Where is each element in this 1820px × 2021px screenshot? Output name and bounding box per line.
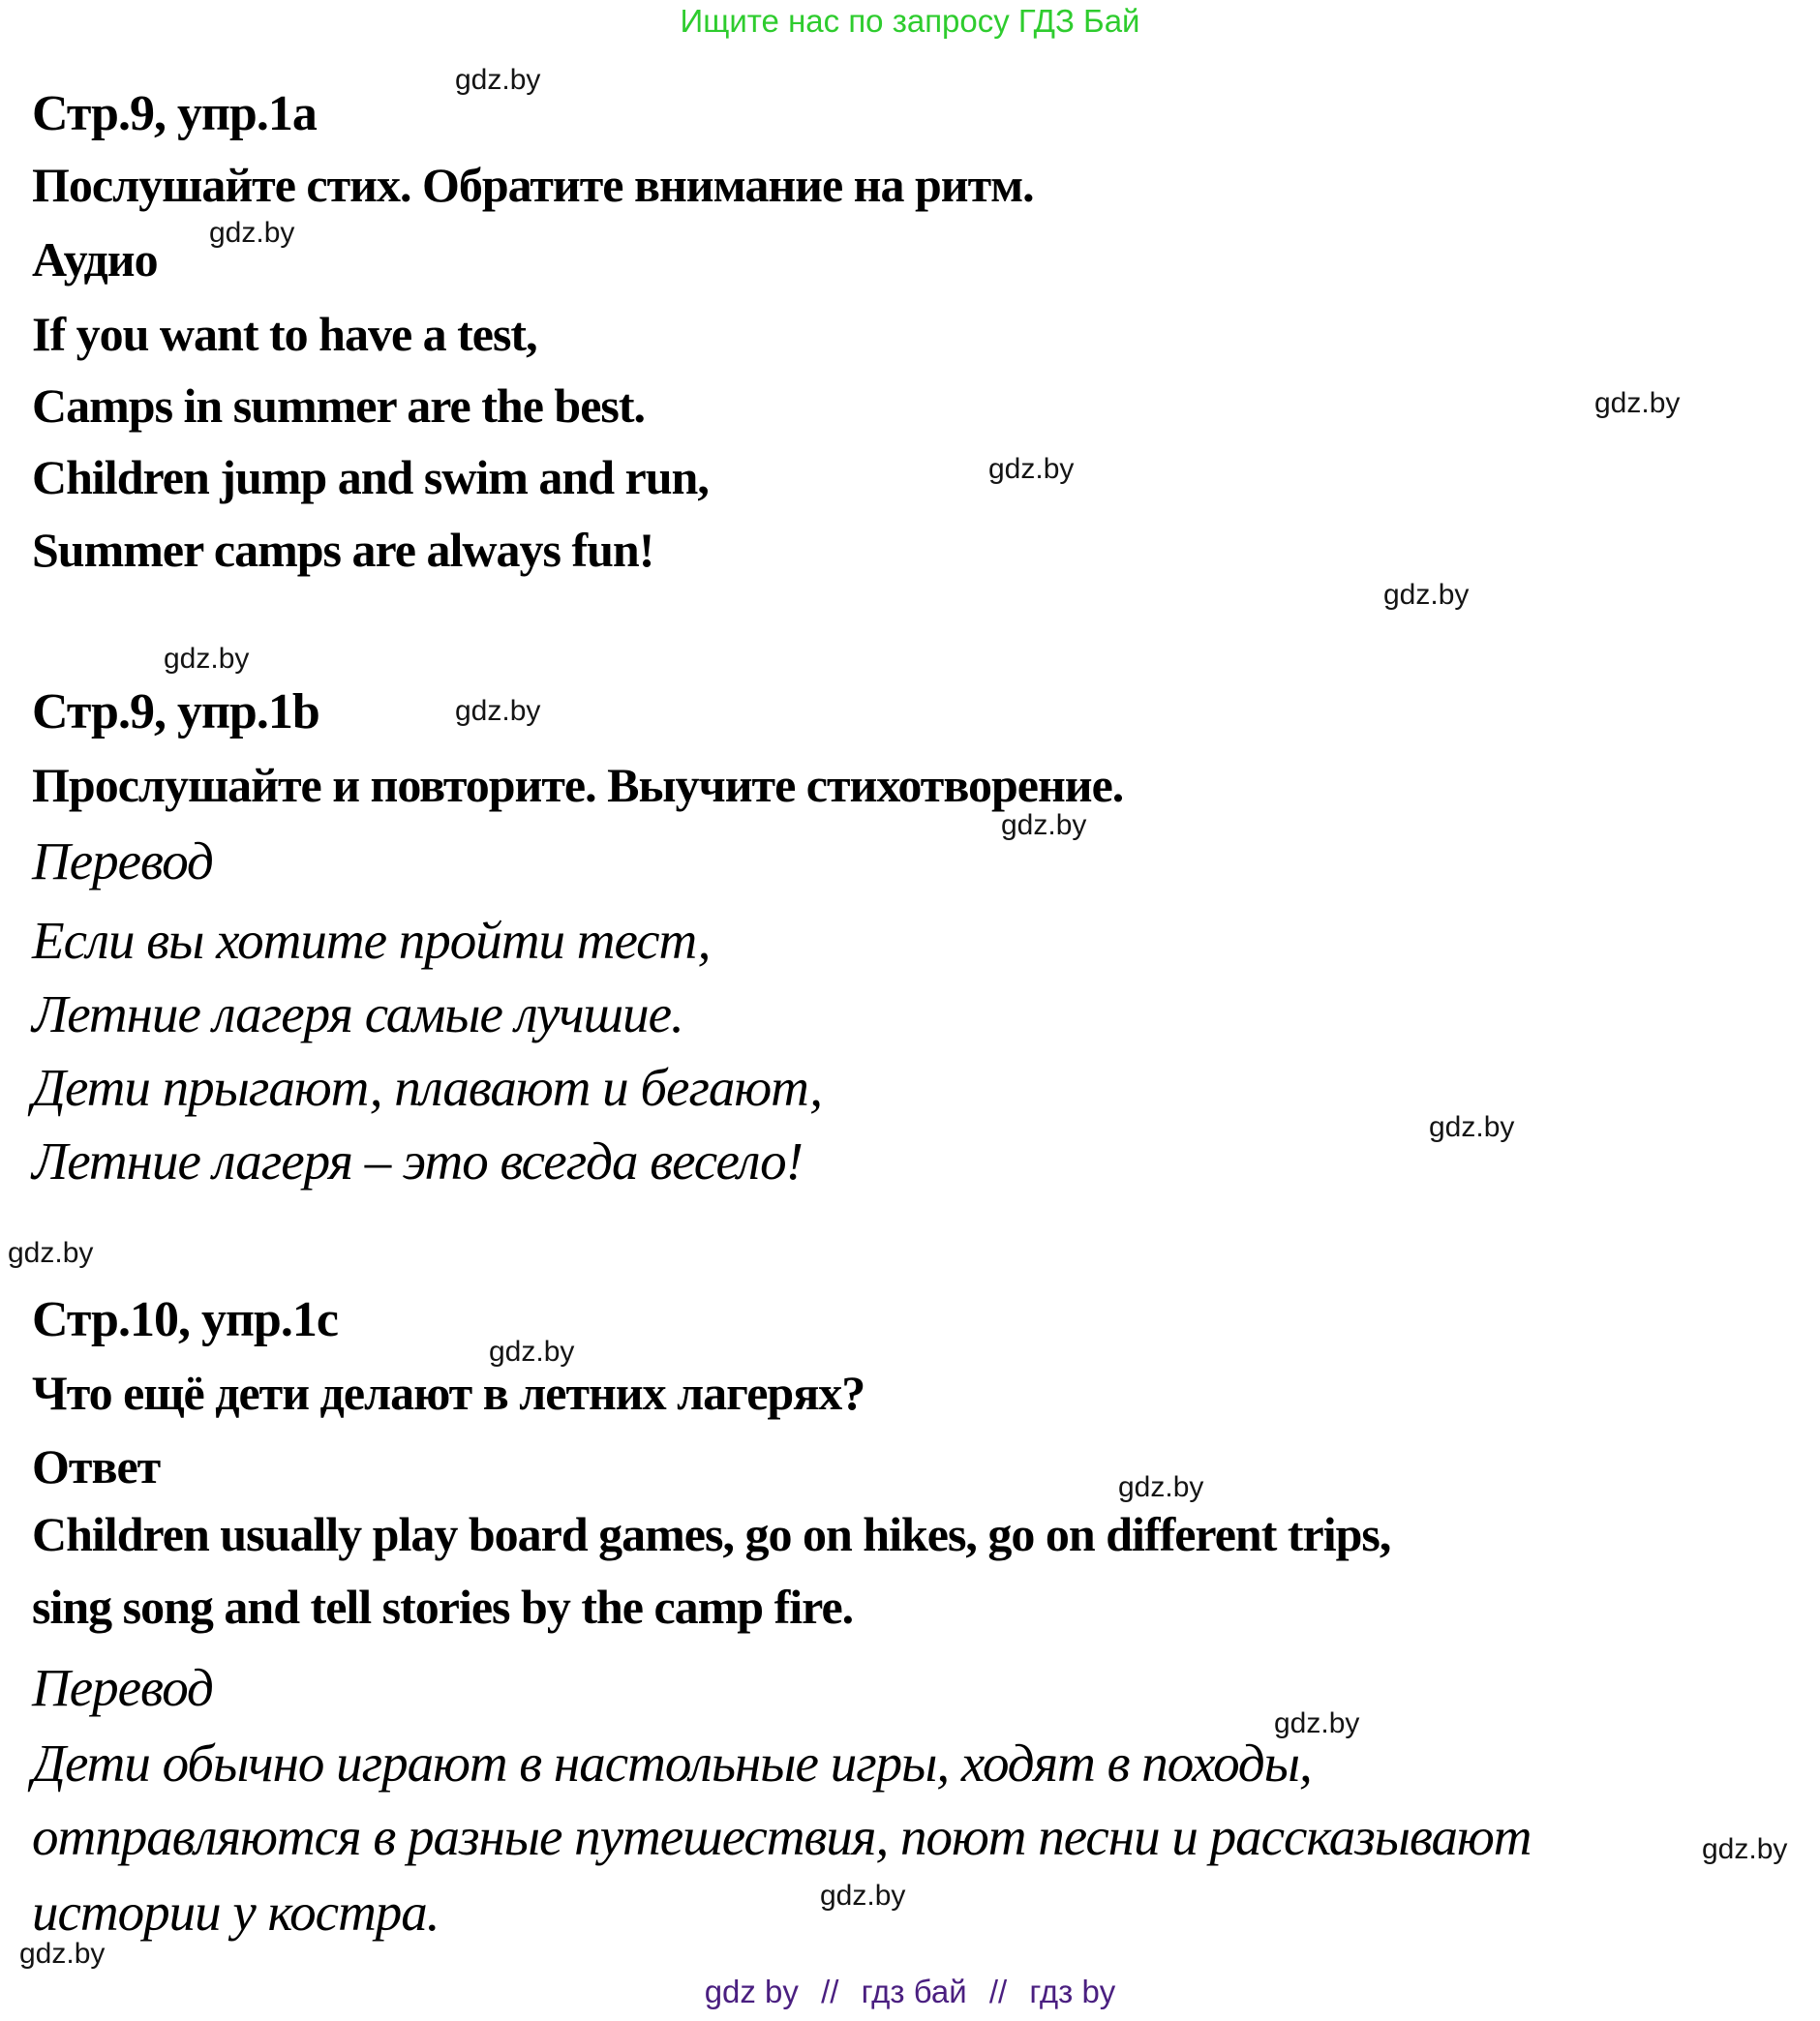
footer-separator: //: [821, 1974, 839, 2009]
poem-line: Children jump and swim and run,: [32, 450, 709, 504]
answer-line: Children usually play board games, go on hikes, go on different trips,: [32, 1507, 1391, 1561]
translation-line: Если вы хотите пройти тест,: [32, 911, 711, 970]
poem-line: Camps in summer are the best.: [32, 378, 646, 433]
translation-line: отправляются в разные путешествия, поют песни и рассказывают: [32, 1807, 1532, 1866]
gdz-watermark: gdz.by: [1274, 1707, 1360, 1739]
gdz-watermark: gdz.by: [209, 217, 295, 249]
poem-line: If you want to have a test,: [32, 307, 537, 361]
translation-line: Дети обычно играют в настольные игры, ходят в походы,: [32, 1734, 1312, 1793]
exercise-heading-1c: Стр.10, упр.1c: [32, 1292, 338, 1347]
footer-separator: //: [988, 1974, 1008, 2009]
gdz-watermark: gdz.by: [1429, 1111, 1515, 1143]
answer-label: Ответ: [32, 1439, 161, 1493]
translation-line: Летние лагеря самые лучшие.: [32, 984, 683, 1043]
task-text-1b: Прослушайте и повторите. Выучите стихотворение.: [32, 758, 1124, 812]
answer-line: sing song and tell stories by the camp fire.: [32, 1580, 854, 1634]
gdz-watermark: gdz.by: [820, 1880, 906, 1912]
translation-label: Перевод: [32, 1658, 213, 1717]
footer-link-gdz-bai[interactable]: гдз бай: [861, 1974, 967, 2009]
footer-link-gdz-by-latin[interactable]: gdz by: [704, 1974, 799, 2009]
translation-label: Перевод: [32, 831, 213, 890]
gdz-watermark: gdz.by: [1594, 387, 1681, 419]
gdz-watermark: gdz.by: [8, 1237, 94, 1269]
translation-line: Летние лагеря – это всегда весело!: [32, 1131, 803, 1191]
gdz-watermark: gdz.by: [1383, 579, 1470, 611]
gdz-watermark: gdz.by: [1702, 1833, 1788, 1865]
exercise-heading-1a: Стр.9, упр.1a: [32, 86, 317, 141]
site-banner: Ищите нас по запросу ГДЗ Бай: [680, 3, 1140, 39]
footer-link-gdz-by[interactable]: гдз by: [1029, 1974, 1116, 2009]
translation-line: Дети прыгают, плавают и бегают,: [32, 1058, 823, 1117]
exercise-heading-1b: Стр.9, упр.1b: [32, 684, 319, 739]
translation-line: истории у костра.: [32, 1883, 440, 1942]
gdz-watermark: gdz.by: [19, 1938, 106, 1970]
audio-label: Аудио: [32, 232, 158, 287]
gdz-watermark: gdz.by: [1001, 809, 1087, 841]
gdz-watermark: gdz.by: [455, 695, 541, 727]
task-text-1c: Что ещё дети делают в летних лагерях?: [32, 1366, 865, 1420]
gdz-watermark: gdz.by: [164, 643, 250, 675]
task-text-1a: Послушайте стих. Обратите внимание на ритм.: [32, 158, 1034, 212]
gdz-watermark: gdz.by: [988, 453, 1075, 485]
gdz-watermark: gdz.by: [1118, 1471, 1204, 1503]
footer-links: [0, 1975, 1820, 2009]
poem-line: Summer camps are always fun!: [32, 523, 654, 577]
gdz-watermark: gdz.by: [489, 1336, 575, 1368]
gdz-watermark: gdz.by: [455, 64, 541, 96]
